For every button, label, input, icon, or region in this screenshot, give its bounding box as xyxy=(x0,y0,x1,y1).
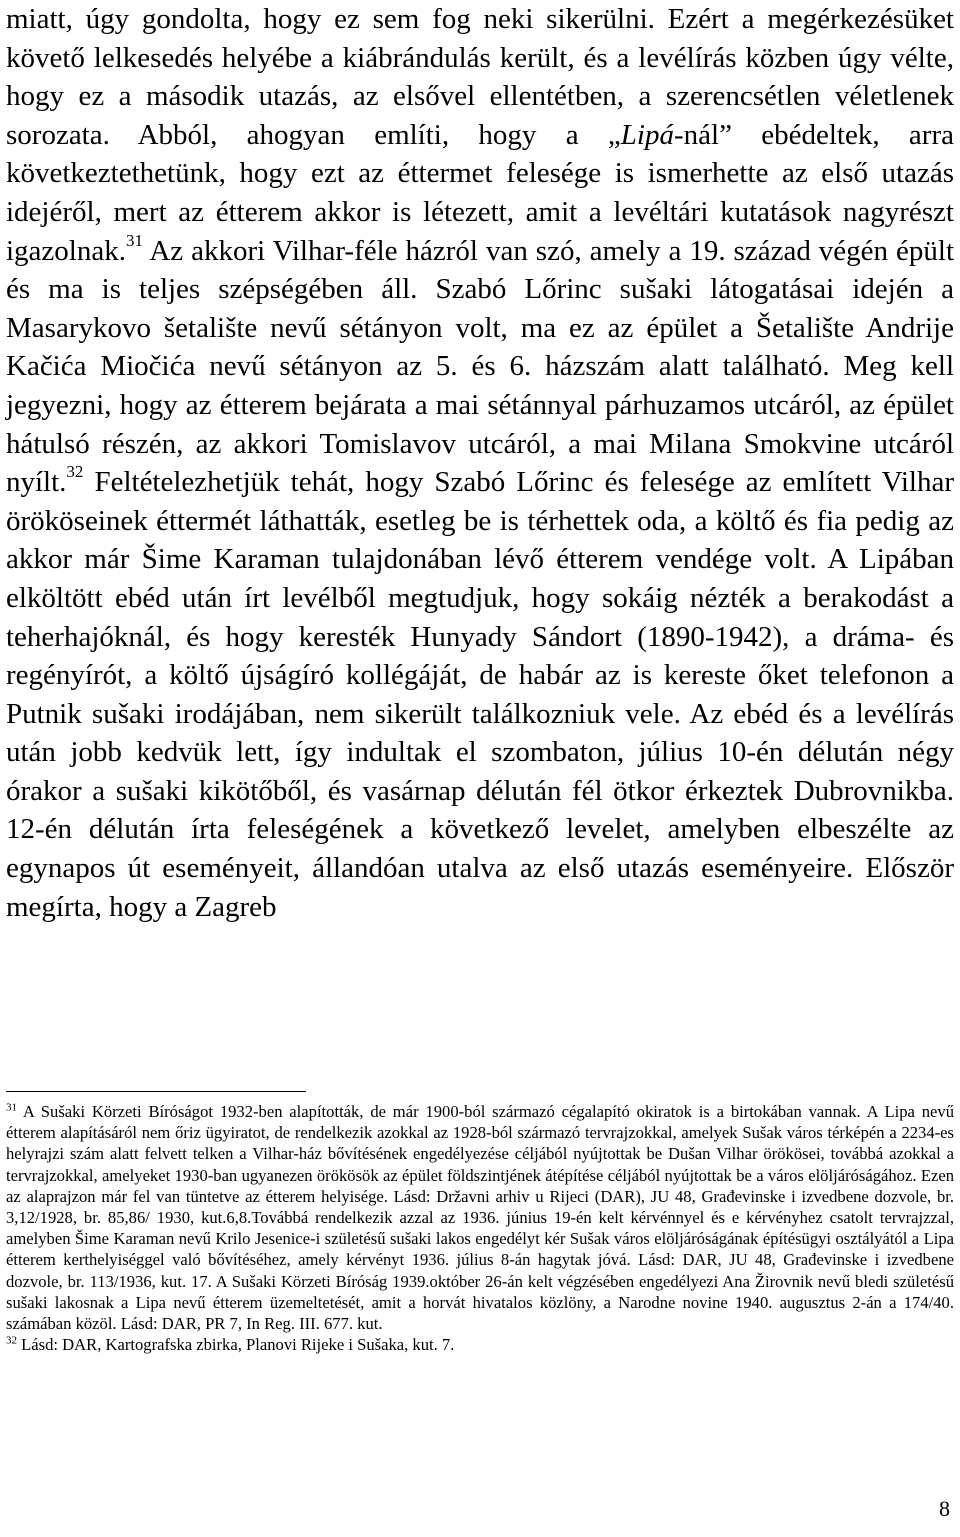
body-text-part-3: Az akkori Vilhar-féle házról van szó, amely a 19. század végén épült és ma is teljes szépségében áll. Szabó Lőrinc sušaki látogatásai idején a Masarykovo šetalište nevű sétányon volt, ma ez az épület a Šetalište Andrije Kačića Miočića nevű sétányon az 5. és 6. házszám alatt található. Meg kell jegyezni, hogy az étterem bejárata a mai sétánnyal párhuzamos utcáról, az épület hátulsó részén, az akkori Tomislavov utcáról, a mai Milana Smokvine utcáról nyílt. xyxy=(6,234,954,499)
footnote-separator xyxy=(6,1091,306,1092)
footnote-number: 32 xyxy=(6,1334,17,1347)
lipa-italic-text: Lipá xyxy=(620,118,674,151)
footnote-text: Lásd: DAR, Kartografska zbirka, Planovi Rijeke i Sušaka, kut. 7. xyxy=(17,1335,455,1355)
footnote-number: 31 xyxy=(6,1101,17,1114)
footnote-31 xyxy=(6,1101,954,1334)
page-number: 8 xyxy=(939,1496,950,1521)
body-paragraph xyxy=(6,0,954,926)
footnote-ref-31: 31 xyxy=(125,230,143,250)
body-text-part-2: -nál” ebédeltek, arra következtethetünk, hogy ezt az éttermet felesége is ismerhette az első utazás idejéről, mert az étterem akkor is létezett, amit a levéltári kutatások nagyrészt igazolnak. xyxy=(6,118,954,267)
body-text-part-1: miatt, úgy gondolta, hogy ez sem fog neki sikerülni. Ezért a megérkezésüket követő lelkesedés helyébe a kiábrándulás került, és a levélírás közben úgy vélte, hogy ez a második utazás, az elsővel ellentétben, a szerencsétlen véletlenek sorozata. Abból, ahogyan említi, hogy a „ xyxy=(6,3,954,151)
footnote-ref-32: 32 xyxy=(66,462,84,482)
document-page xyxy=(6,0,954,1521)
footnote-text: A Sušaki Körzeti Bíróságot 1932-ben alapították, de már 1900-ból származó cégalapító okiratok is a birtokában vannak. A Lipa nevű étterem alapításáról nem őriz ügyiratot, de rendelkezik azokkal az 1928-ból származó tervrajzokkal, amelyek Sušak város térképén a 2234-es helyrajzi szám alatt felvett telken a Vilhar-ház bővítésének engedélyezése céljából nyújtottak be Dušan Vilhar örökösei, továbbá azokkal a tervrajzokkal, amelyeket 1930-ban ugyanezen örökösök az épület földszintjének átépítése céljából nyújtottak be a város elöljáróságához. Ezen az alaprajzon már fel van tüntetve az étterem helyisége. Lásd: Državni arhiv u Rijeci (DAR), JU 48, Građevinske i izvedbene dozvole, br. 3,12/1928, br. 85,86/ 1930, kut.6,8.Továbbá rendelkezik azzal az 1936. június 19-én kelt kérvénnyel és e kérvényhez csatolt tervrajzzal, amelyben Šime Karaman nevű Krilo Jesenice-i születésű sušaki lakos engedélyt kér Sušak város elöljáróságának építésügyi osztályától a Lipa étterem kerthelyiséggel való bővítéséhez, amely kérvényt 1936. július 8-án hagytak jóvá. Lásd: DAR, JU 48, Građevinske i izvedbene dozvole, br. 113/1936, kut. 17. A Sušaki Körzeti Bíróság 1939.október 26-án kelt végzésében engedélyezi Ana Žirovnik nevű bledi születésű sušaki lakosnak a Lipa nevű étterem üzemeltetését, amit a horvát hivatalos közlöny, a Narodne novine 1940. augusztus 2-án a 174/40. számában közöl. Lásd: DAR, PR 7, In Reg. III. 677. kut. xyxy=(6,1102,954,1334)
body-text-part-4: Feltételezhetjük tehát, hogy Szabó Lőrinc és felesége az említett Vilhar örököseinek éttermét láthatták, esetleg be is térhettek oda, a költő és fia pedig az akkor már Šime Karaman tulajdonában lévő étterem vendége volt. A Lipában elköltött ebéd után írt levélből megtudjuk, hogy sokáig nézték a berakodást a teherhajóknál, és hogy keresték Hunyady Sándort (1890-1942), a dráma- és regényírót, a költő újságíró kollégáját, de habár az is kereste őket telefonon a Putnik sušaki irodájában, nem sikerült találkozniuk vele. Az ebéd és a levélírás után jobb kedvük lett, így indultak el szombaton, július 10-én délután négy órakor a sušaki kikötőből, és vasárnap délután fél ötkor érkeztek Dubrovnikba. 12-én délután írta feleségének a következő levelet, amelyben elbeszélte az egynapos út eseményeit, állandóan utalva az első utazás eseményeire. Először megírta, hogy a Zagreb xyxy=(6,466,954,923)
footnotes xyxy=(6,1101,954,1355)
footnote-32 xyxy=(6,1334,954,1355)
